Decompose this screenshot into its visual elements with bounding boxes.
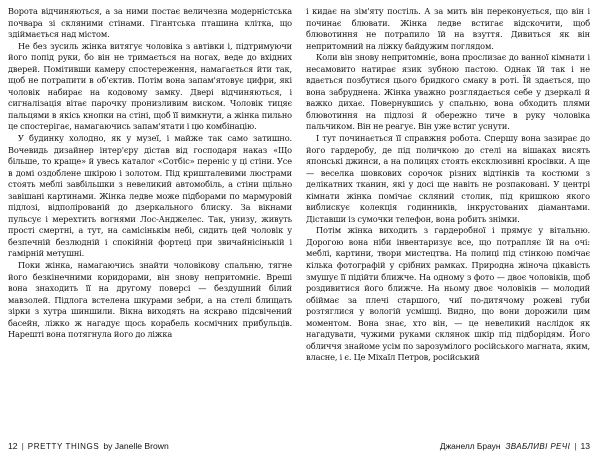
book-title-cyrillic: ЗВАБЛИВІ РЕЧІ xyxy=(505,441,571,451)
right-text-column xyxy=(306,6,590,433)
right-page-number: 13 xyxy=(580,441,590,451)
book-title-latin: PRETTY THINGS xyxy=(27,441,100,451)
paragraph: Поки жінка, намагаючись знайти чоловікову спальню, тягне його безкінечними коридорами, він знову непритомніє. Вреші вона знаходить її на другому поверсі — бездушний білий мавзолей. Підлога встелена шкурами зебри, а на стелі блищать зірки з хутра шиншили. Вікна виходять на яскраво підсвічений басейн, ліжко ж нагадує щось корабель космічних прибульців. Нарешті вона потягнула його до ліжка xyxy=(8,260,292,340)
paragraph: і кидає на зім'яту постіль. А за мить він переконується, що він і починає блювати. Жінка ледве встигає відскочити, щоб блювотиння не потрапило їй на взуття. Дивиться як він непритомний на ліжку байдужим поглядом. xyxy=(306,6,590,51)
left-page xyxy=(8,0,292,461)
author-name: Джанелл Браун xyxy=(439,441,501,451)
right-footer xyxy=(306,441,590,451)
right-page xyxy=(306,0,590,461)
byline: by Janelle Brown xyxy=(103,441,169,451)
left-footer xyxy=(8,441,292,451)
left-text-column xyxy=(8,6,292,433)
paragraph: І тут починається її справжня робота. Спершу вона зазирає до його гардеробу, де під поличкою до стелі на вішаках висять японські джинси, а на полицях стоять ексклюзивні кросівки. А ще — веселка шовкових сорочок різних відтінків та костюми з делікатних тканин, які у досі ще навіть не розпаковані. У центрі кімнати жінка помічає скляний столик, під кришкою якого виблискує колекція годинників, інкрустованих діамантами. Діставши із сумочки телефон, вона робить знімки. xyxy=(306,133,590,224)
paragraph: Ворота відчиняються, а за ними постає величезна модерністська почвара зі скляними стінами. Гігантська пташина клітка, що здіймається над містом. xyxy=(8,6,292,40)
left-footer-separator: | xyxy=(21,441,24,451)
paragraph: Не без зусиль жінка витягує чоловіка з автівки і, підтримуючи його попід руки, бо він не тримається на ногах, веде до вхідних дверей. Помітивши камеру спостереження, намагається йти так, щоб не потрапити в об'єктив. Потім вона запам'ятовує цифри, які чоловік набирає на кодовому замку. Двері відчиняються, і сигналізація вітає парочку пронизливим виском. Чоловік тицяє пальцями в якісь кнопки на стіні, щоб її вимкнути, а жінка пильно це спостерігає, намагаючись запам'ятати і цю комбінацію. xyxy=(8,40,292,132)
paragraph: Коли він знову непритомніє, вона прослизає до ванної кімнати і несамовито натирає язик зубною пастою. Однак їй так і не вдається позбутися цього бридкого смаку в роті. Їй здається, що вона забруднена. Жінка уважно розглядається себе у дзеркалі й важко дихає. Повернувшись у спальню, вона обходить плями блювотиння на підлозі й обережно тиче в руку чоловіка пальчиком. Він не реагує. Він уже встиг уснути. xyxy=(306,52,590,132)
left-page-number: 12 xyxy=(8,441,18,451)
paragraph: Потім жінка виходить з гардеробної і прямує у вітальню. Дорогою вона ніби інвентаризує все, що потрапляє їй на очі: меблі, картини, твори мистецтва. На полиці під стінкою помічає кілька фотографій у срібних рамках. Природна жіноча цікавість змушує її підійти ближче. На одному з фото — двоє чоловіків, щоб роздивитися його ближче. На ньому двоє чоловіків — молодий обіймає за плечі старшого, чиї по-дитячому рожеві губи розтяглися у вологій усмішці. Видно, що вони дорожили цим моментом. Вона знає, хто він, — це невеликий наслідок як нагадувати, чужими руками склянок шкір під підборідям. Його обличчя знайоме усім по зарозумілого російського магната, яким, власне, і є. Це Міхаїл Петров, російський xyxy=(306,225,590,363)
paragraph: У будинку холодно, як у музеї, і майже так само затишно. Вочевидь дизайнер інтер'єру дістав від господаря наказ «Що більше, то краще» й увесь каталог «Сотбіс» переніс у ці стіни. Усе в домі оздоблене шкірою і золотом. Під кришталевими люстрами стоять меблі завбільшки з невеликий автомобіль, а стіни щільно завішані картинами. Жінка ледве може підборами по мармуровій підлозі, відполірованій до дзеркального блиску. За вікнами пульсує і мерехтить вогнями Лос-Анджелес. Так, унизу, живуть прості смертні, а тут, на самісінькім небі, сидить цей чоловік у безпечній безлюдній і спокійній фортеці при звичайнісінькій і гамірній метушні. xyxy=(8,133,292,259)
right-footer-separator: | xyxy=(574,441,577,451)
